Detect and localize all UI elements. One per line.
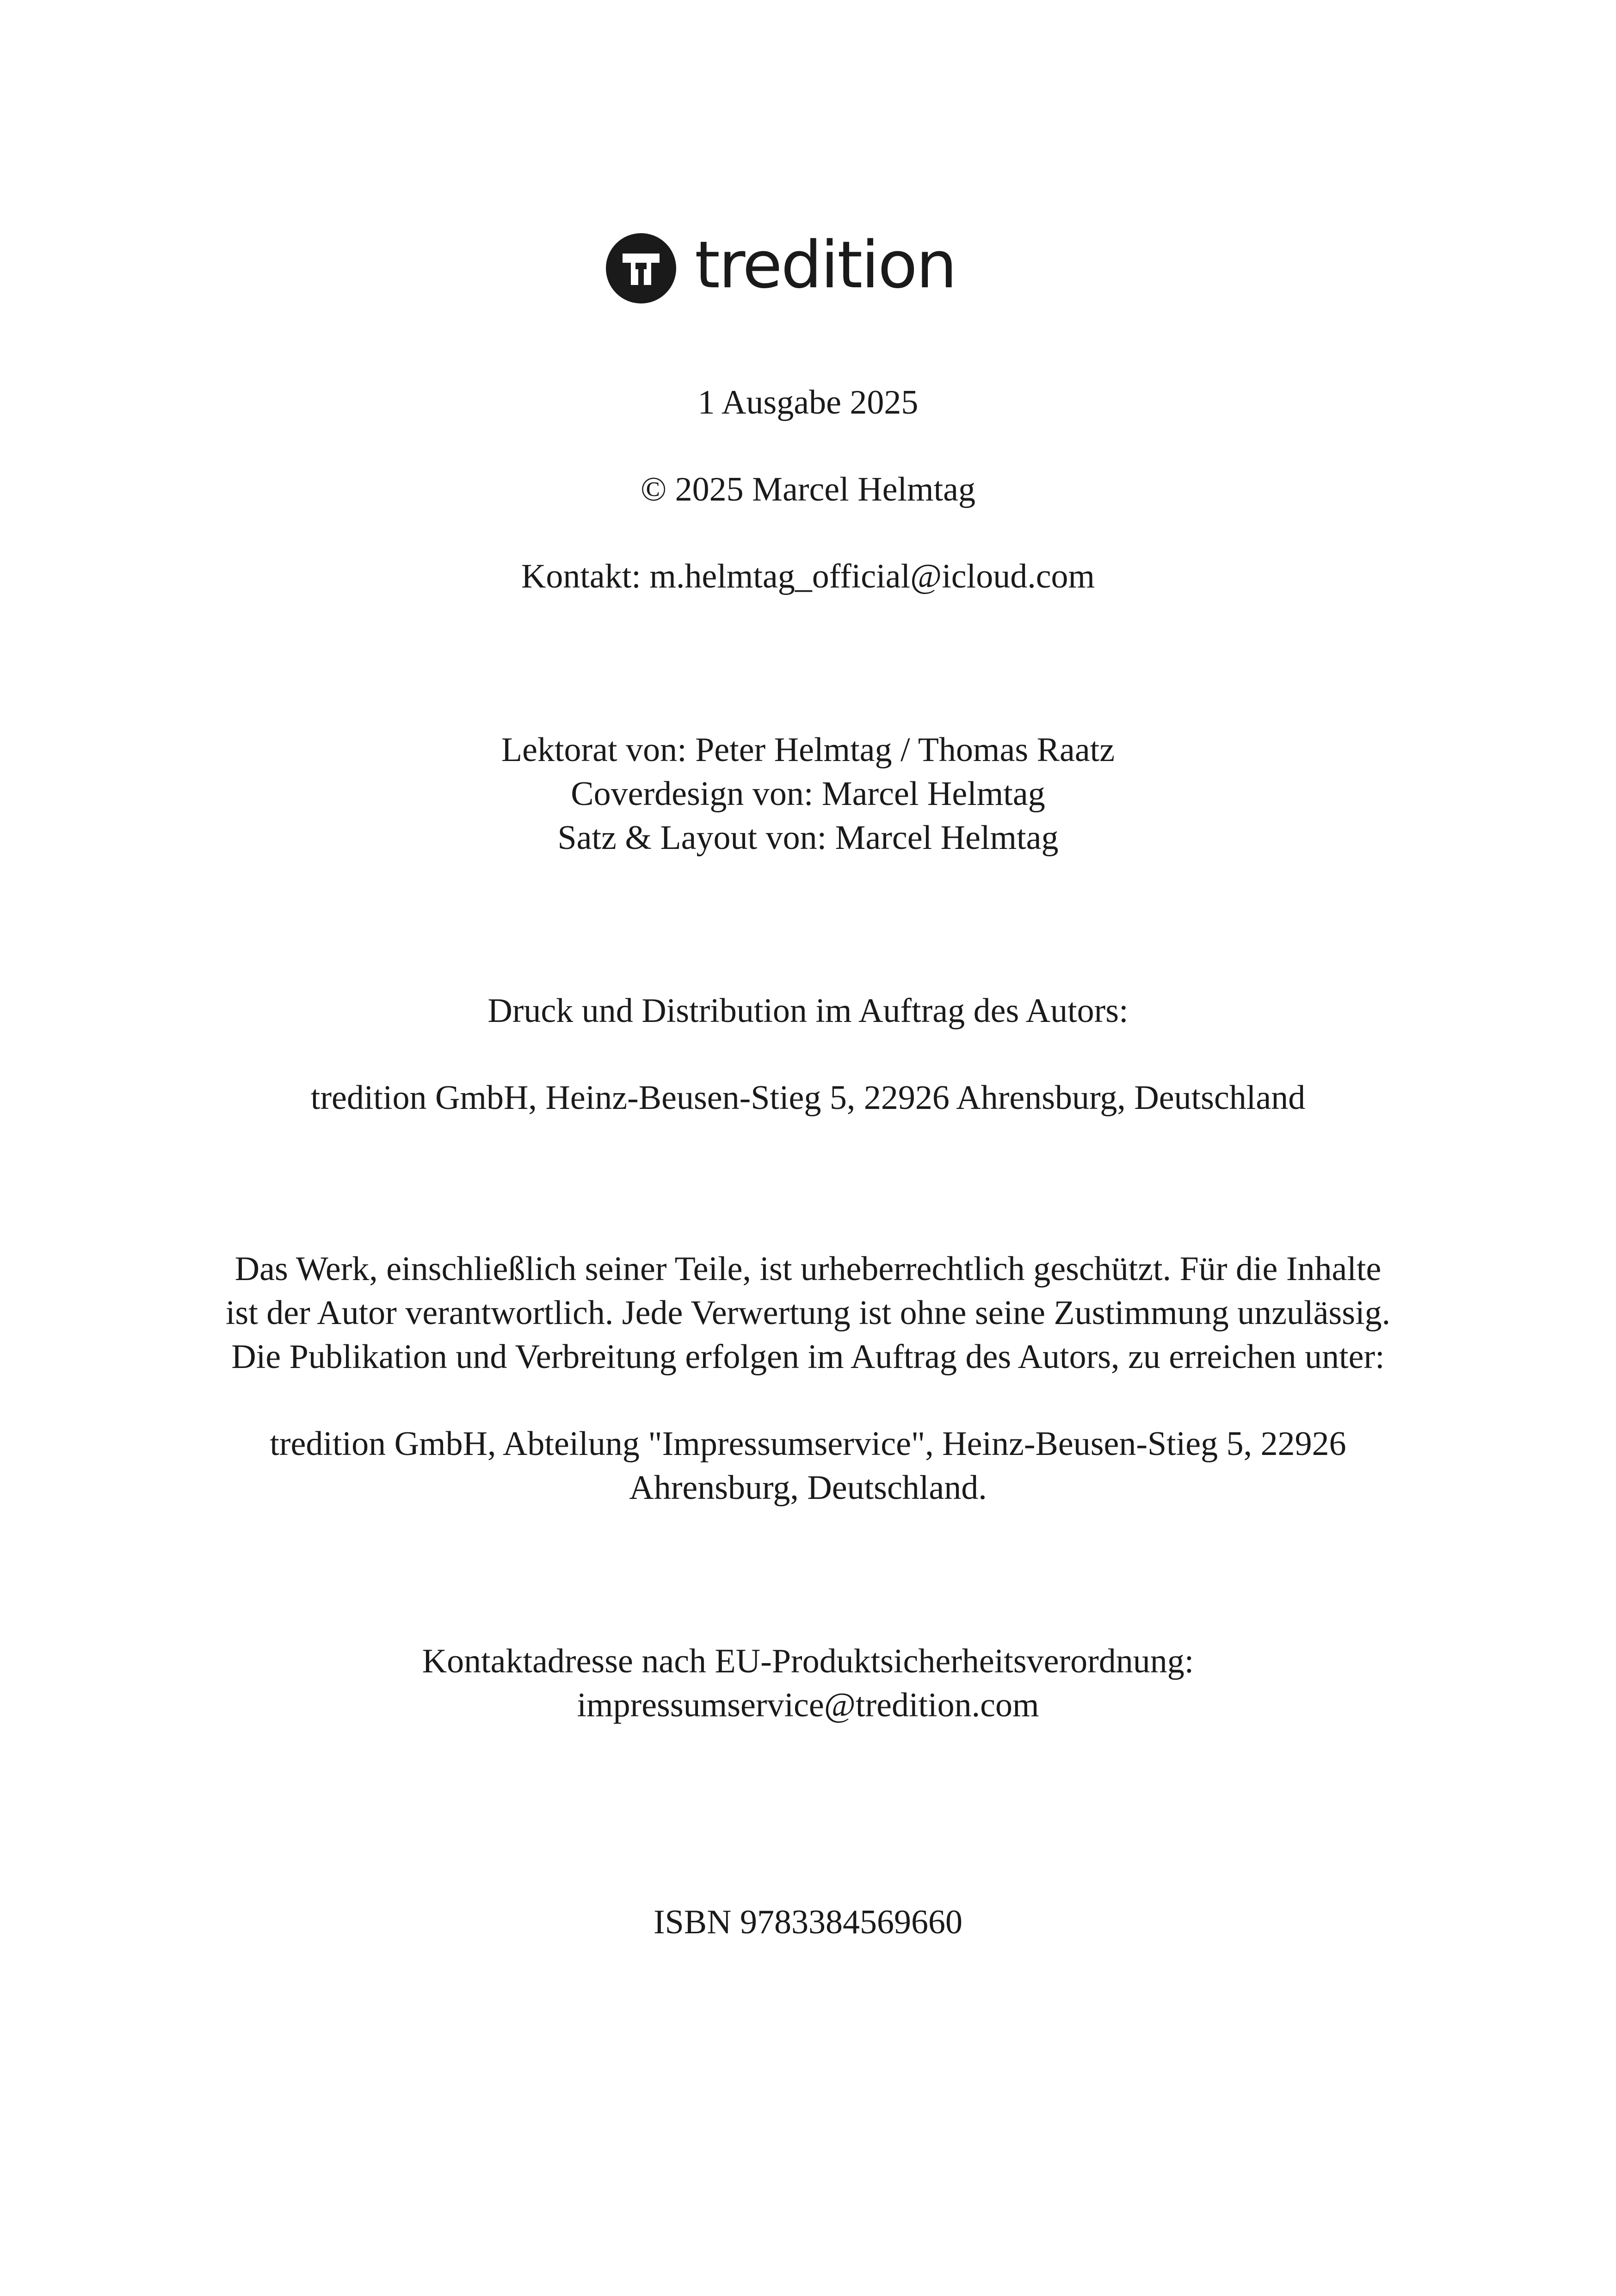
tredition-wordmark: tredition	[695, 228, 956, 303]
legal-text-line-1: Das Werk, einschließlich seiner Teile, ist urheberrechtlich geschützt. Für die Inhalte	[234, 1250, 1382, 1288]
distribution-address: tredition GmbH, Heinz-Beusen-Stieg 5, 22926 Ahrensburg, Deutschland	[310, 1079, 1306, 1117]
legal-text-line-2: ist der Autor verantwortlich. Jede Verwertung ist ohne seine Zustimmung unzulässig.	[225, 1294, 1391, 1332]
legal-address-line-1: tredition GmbH, Abteilung "Impressumservice", Heinz-Beusen-Stieg 5, 22926	[270, 1425, 1346, 1463]
isbn-line: ISBN 9783384569660	[653, 1903, 963, 1941]
credit-satz-layout: Satz & Layout von: Marcel Helmtag	[557, 819, 1059, 857]
contact-line: Kontakt: m.helmtag_official@icloud.com	[521, 557, 1095, 595]
distribution-heading: Druck und Distribution im Auftrag des Autors:	[487, 992, 1129, 1030]
eu-contact-heading: Kontaktadresse nach EU-Produktsicherheitsverordnung:	[422, 1642, 1194, 1680]
credit-coverdesign: Coverdesign von: Marcel Helmtag	[571, 775, 1045, 813]
legal-address-line-2: Ahrensburg, Deutschland.	[629, 1469, 987, 1507]
credit-lektorat: Lektorat von: Peter Helmtag / Thomas Raatz	[501, 731, 1115, 769]
eu-contact-email: impressumservice@tredition.com	[577, 1686, 1039, 1724]
tredition-logo	[606, 228, 956, 305]
edition-line: 1 Ausgabe 2025	[697, 384, 919, 421]
copyright-line: © 2025 Marcel Helmtag	[640, 470, 976, 508]
tredition-logo-icon	[606, 233, 676, 303]
legal-text-line-3: Die Publikation und Verbreitung erfolgen im Auftrag des Autors, zu erreichen unter:	[231, 1338, 1385, 1376]
